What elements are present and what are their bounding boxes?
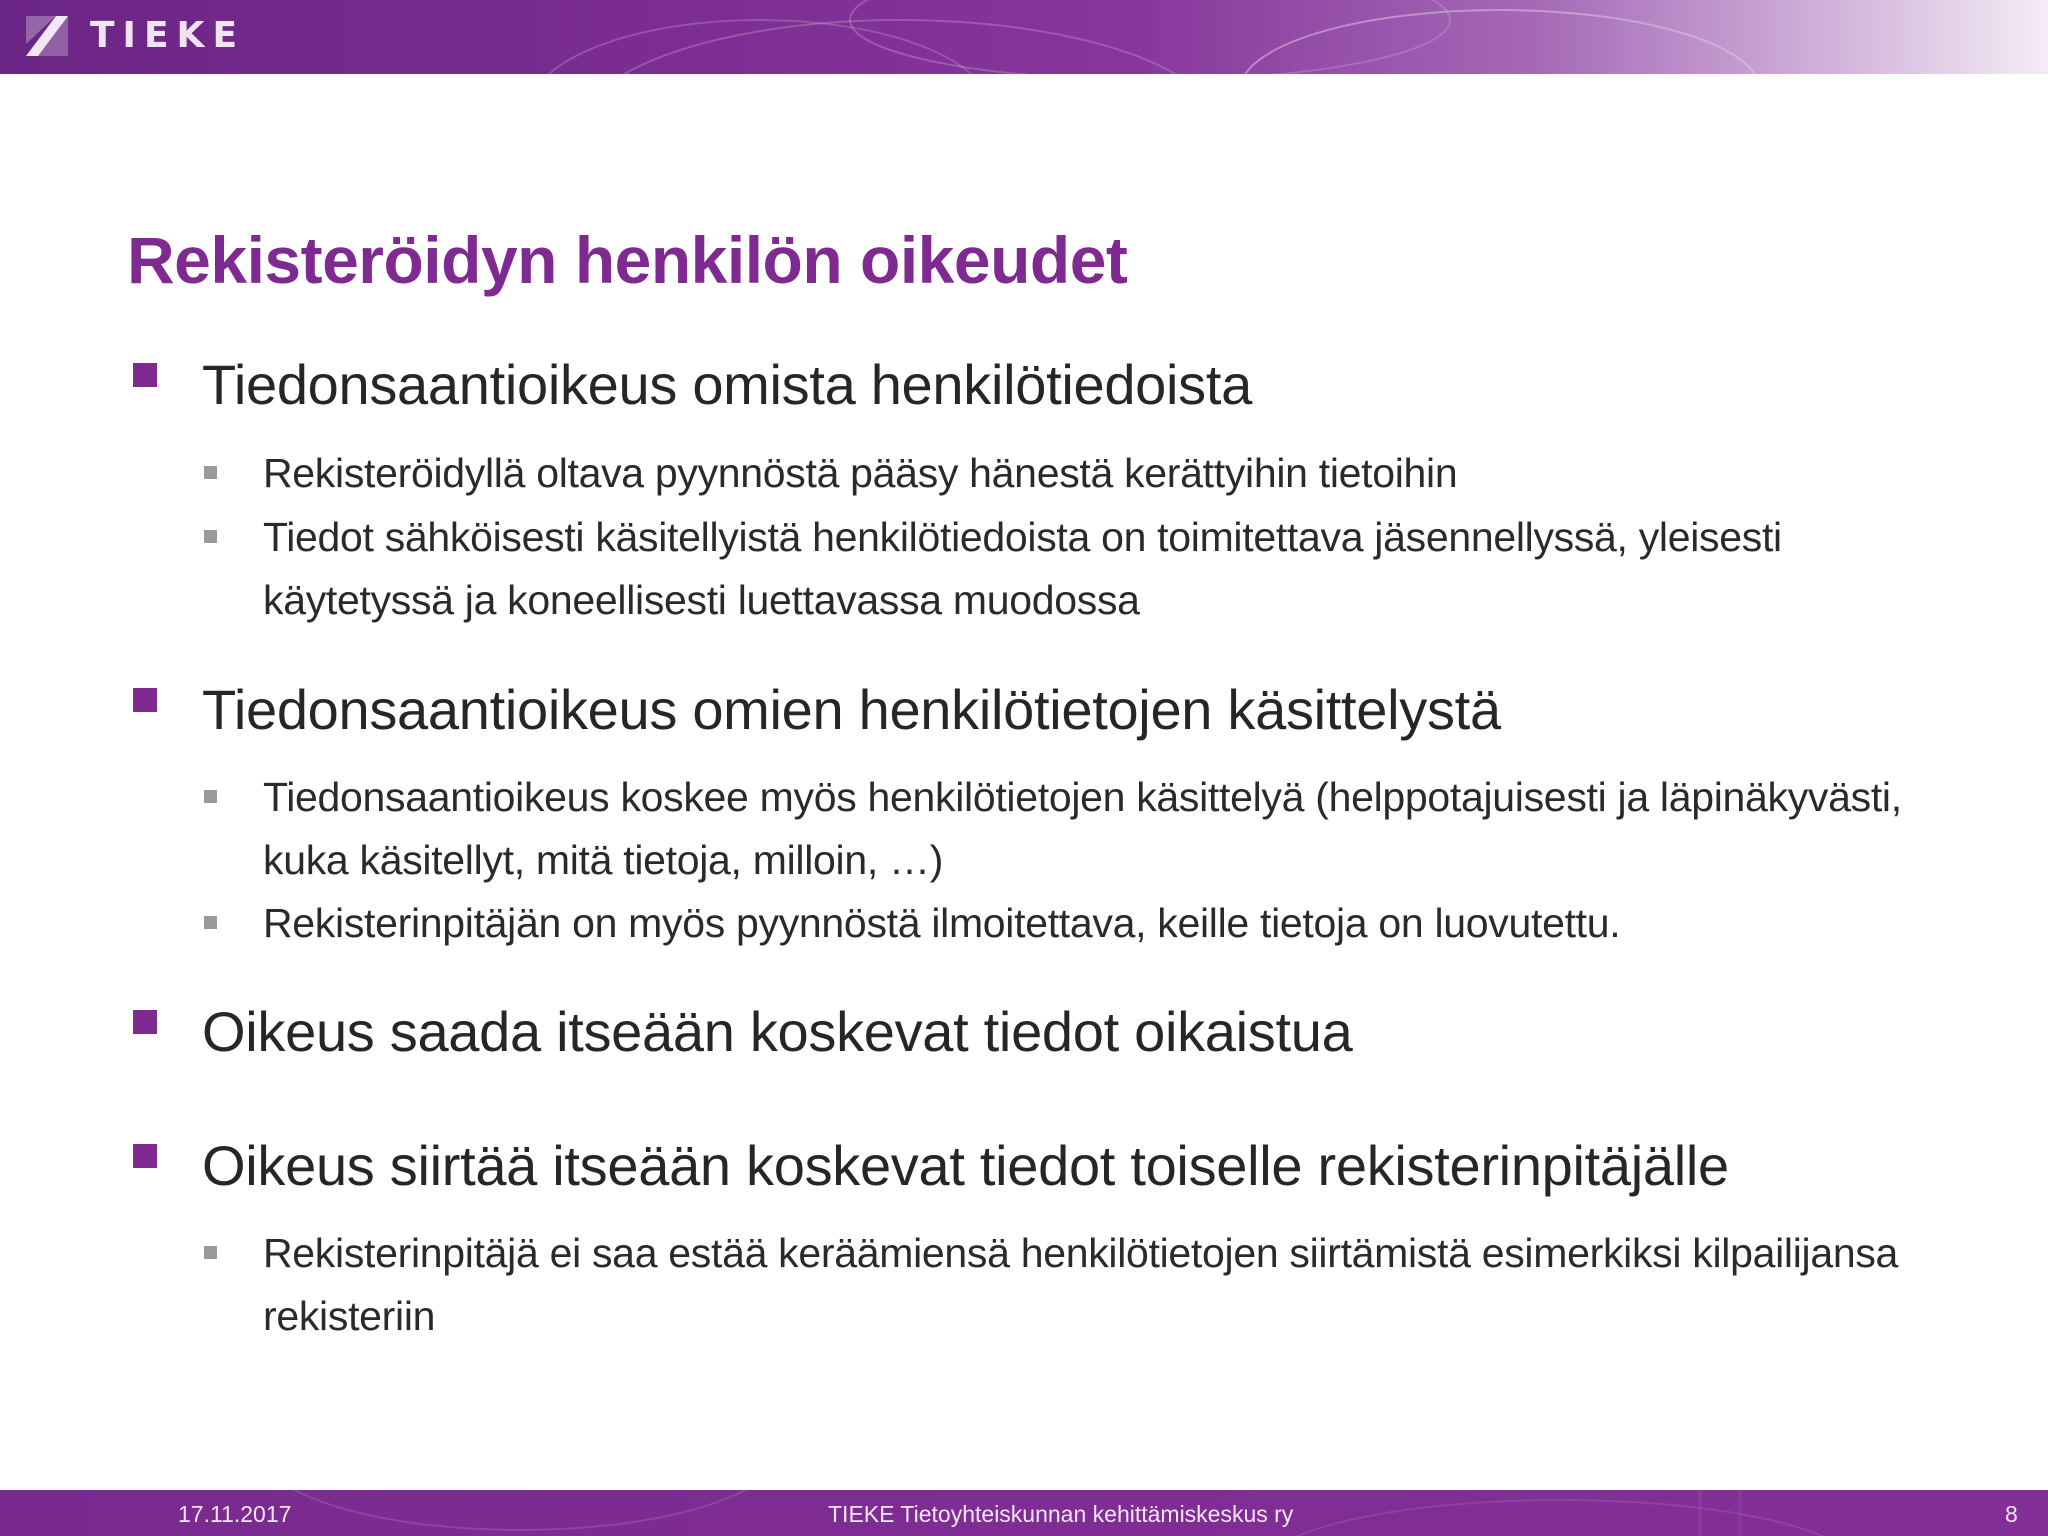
section-heading: Tiedonsaantioikeus omista henkilötiedoista [202,353,1252,416]
logo-text: TIEKE [90,15,246,56]
level2-bullet-icon [204,1246,217,1259]
tieke-logo-icon [26,16,68,56]
level2-bullet-icon [204,466,217,479]
level2-bullet-icon [204,790,217,803]
bullet-item: Rekisterinpitäjä ei saa estää keräämiensä henkilötietojen siirtämistä esimerkiksi kilpailijansa rekisteriin [263,1230,1899,1339]
header-swirl-decoration [0,0,2048,74]
level1-bullet-icon [133,1144,157,1168]
footer-organization: TIEKE Tietoyhteiskunnan kehittämiskeskus ry [828,1501,1294,1527]
level1-bullet-icon [133,1010,157,1034]
header-band [0,0,2048,74]
section-heading: Oikeus saada itseään koskevat tiedot oikaistua [202,1000,1353,1063]
bullet-item: Tiedonsaantioikeus koskee myös henkilötietojen käsittelyä (helppotajuisesti ja läpinäkyvästi, kuka käsitellyt, mitä tietoja, milloin, …) [263,774,1902,883]
section-heading: Oikeus siirtää itseään koskevat tiedot toiselle rekisterinpitäjälle [202,1134,1729,1197]
level1-bullet-icon [133,363,157,387]
bullet-item: Rekisterinpitäjän on myös pyynnöstä ilmoitettava, keille tietoja on luovutettu. [263,900,1621,946]
section-heading: Tiedonsaantioikeus omien henkilötietojen käsittelystä [202,678,1501,741]
page-number: 8 [2005,1501,2018,1527]
footer-date: 17.11.2017 [178,1501,292,1527]
level2-bullet-icon [204,530,217,543]
bullet-item: Tiedot sähköisesti käsitellyistä henkilötiedoista on toimitettava jäsennellyssä, yleisesti käytetyssä ja koneellisesti luettavassa muodossa [263,514,1782,623]
level2-bullet-icon [204,916,217,929]
slide-title: Rekisteröidyn henkilön oikeudet [127,223,1128,297]
bullet-item: Rekisteröidyllä oltava pyynnöstä pääsy hänestä kerättyihin tietoihin [263,450,1458,496]
footer-band [0,1490,2048,1536]
level1-bullet-icon [133,688,157,712]
